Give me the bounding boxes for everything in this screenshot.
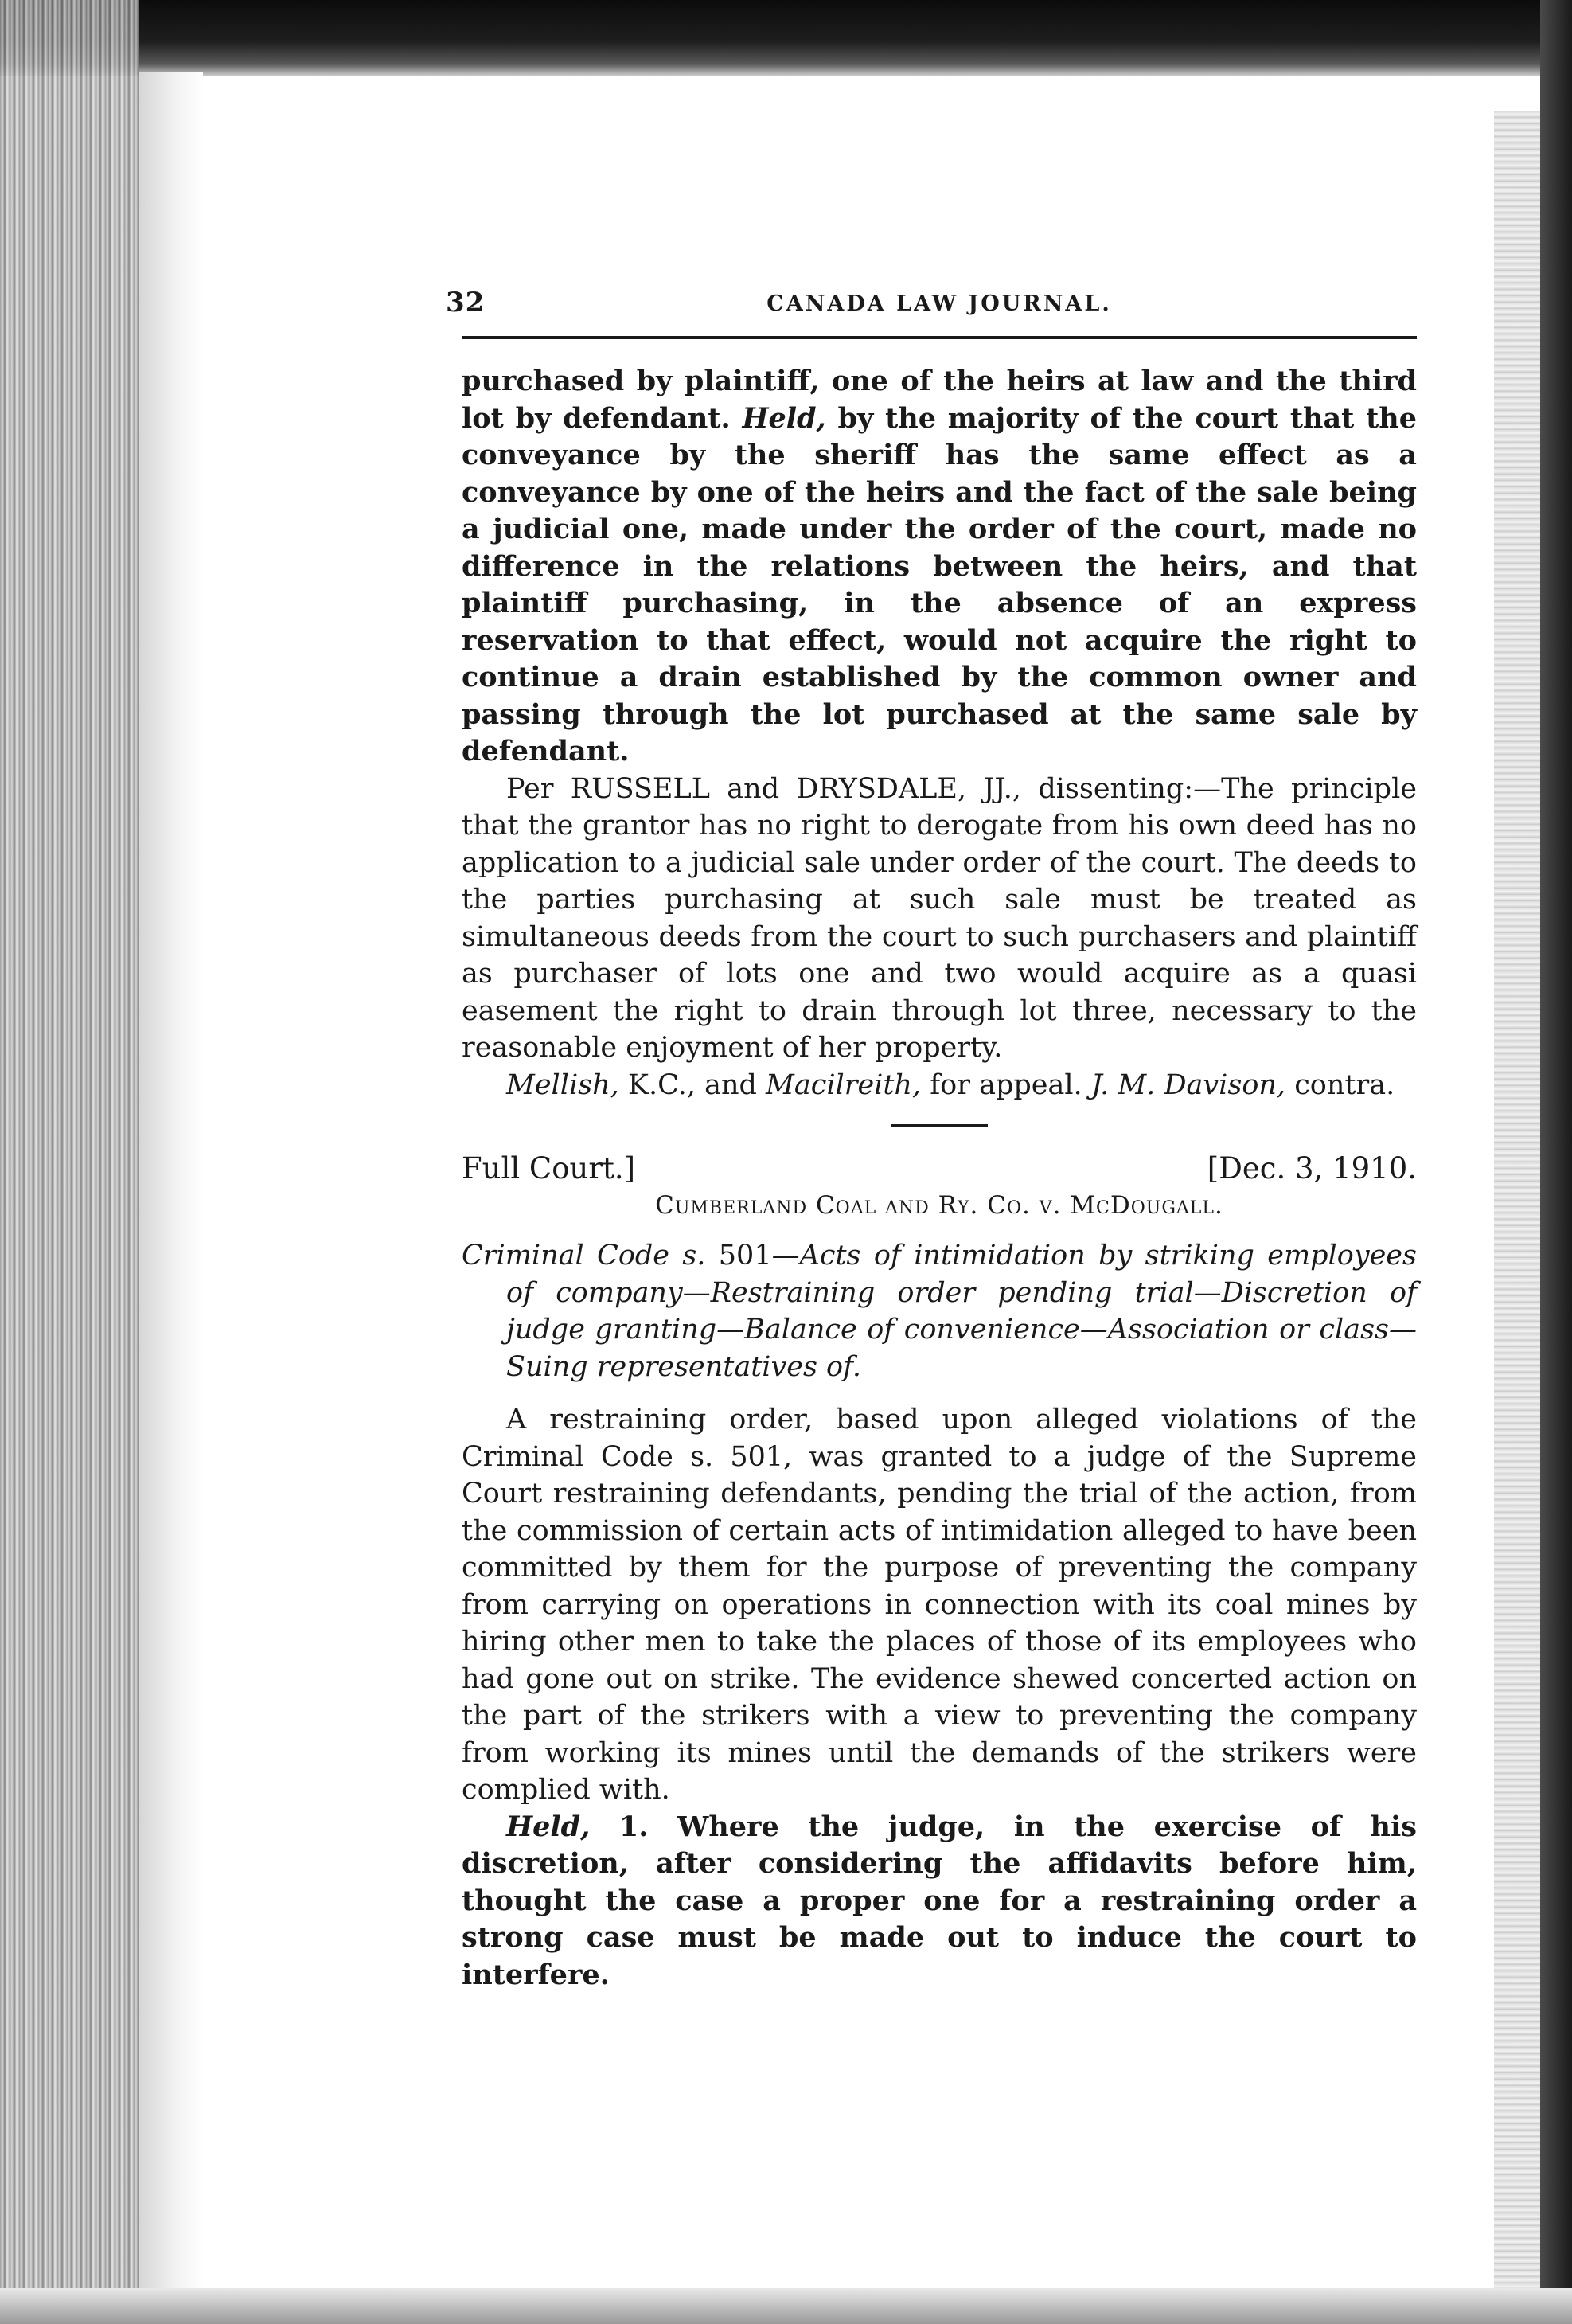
court-name: Full Court.]	[462, 1151, 636, 1185]
counsel-text: for appeal.	[921, 1068, 1091, 1101]
counsel-text: contra.	[1285, 1068, 1395, 1101]
header-rule	[462, 336, 1417, 339]
paragraph-text: purchased by plaintiff, one of the heirs at law and the third lot by defendant.	[462, 365, 1417, 435]
headnote-code: Criminal Code s.	[462, 1240, 706, 1271]
section-separator	[891, 1124, 988, 1127]
counsel-name: J. M. Davison,	[1090, 1068, 1286, 1101]
scan-border-left	[0, 0, 139, 2324]
counsel-text: K.C., and	[618, 1068, 766, 1101]
continued-paragraph	[462, 363, 1417, 771]
court-line	[462, 1151, 1417, 1191]
scan-border-right	[1540, 0, 1572, 2324]
journal-title: CANADA LAW JOURNAL.	[766, 291, 1112, 316]
counsel-name: Mellish,	[506, 1068, 619, 1101]
counsel-name: Macilreith,	[766, 1068, 922, 1101]
page-number: 32	[446, 287, 486, 318]
scan-shadow-left	[139, 72, 203, 2324]
counsel-paragraph	[462, 1067, 1417, 1104]
running-head	[446, 287, 1417, 326]
scan-shadow-right	[1494, 111, 1540, 2324]
scan-border-top	[0, 0, 1572, 76]
scan-border-bottom	[0, 2288, 1572, 2324]
held-text: 1. Where the judge, in the exercise of his discretion, after considering the affidavits before him, thought the case a proper one for a restraining order a strong case must be made out to induce the court to interfere.	[462, 1810, 1417, 1991]
decision-date: [Dec. 3, 1910.	[1207, 1151, 1417, 1185]
dissent-paragraph: Per RUSSELL and DRYSDALE, JJ., dissenting:—The principle that the grantor has no right to derogate from his own deed has no application to a judicial sale under order of the court. The deeds to the parties purchasing at such sale must be treated as simultaneous deeds from the court to such purchasers and plaintiff as purchaser of lots one and two would acquire as a quasi easement the right to drain through lot three, necessary to the reasonable enjoyment of her property.	[462, 772, 1417, 1064]
held-label: Held,	[742, 401, 826, 435]
held-label: Held,	[506, 1810, 591, 1843]
document-page	[446, 287, 1417, 1994]
headnote-topics: —Acts of intimidation by striking employees of company—Restraining order pending trial—Discretion of judge granting—Balance of convenience—Association or class—Suing representatives of.	[506, 1240, 1417, 1383]
case-title: Cumberland Coal and Ry. Co. v. McDougall.	[655, 1191, 1223, 1220]
paragraph-text: by the majority of the court that the conveyance by the sheriff has the same effect as a conveyance by one of the heirs and the fact of the sale being a judicial one, made under the order of the court, made no difference in the relations between the heirs, and that plaintiff purchasing, in the absence of an express reservation to that effect, would not acquire the right to continue a drain established by the common owner and passing through the lot purchased at the same sale by defendant.	[462, 401, 1417, 768]
held-paragraph	[462, 1809, 1417, 1994]
facts-paragraph: A restraining order, based upon alleged violations of the Criminal Code s. 501, was granted to a judge of the Supreme Court restraining defendants, pending the trial of the action, from the commission of certain acts of intimidation alleged to have been committed by them for the purpose of preventing the company from carrying on operations in connection with its coal mines by hiring other men to take the places of those of its employees who had gone out on strike. The evidence shewed concerted action on the part of the strikers with a view to preventing the company from working its mines until the demands of the strikers were complied with.	[462, 1404, 1417, 1806]
headnote-section: 501	[705, 1240, 772, 1271]
headnote	[462, 1237, 1417, 1385]
